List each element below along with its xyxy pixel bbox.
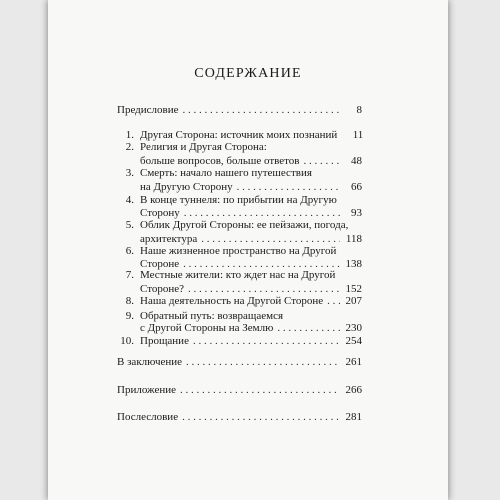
toc-entry-chapter-3-line: Смерть: начало нашего путешествия xyxy=(140,167,312,179)
toc-entry-chapter-9-line: Обратный путь: возвращаемся xyxy=(140,310,284,322)
toc-entry-chapter-5-line: Облик Другой Стороны: ее пейзажи, погода, xyxy=(140,219,349,231)
toc-entry-text: архитектура xyxy=(140,233,198,245)
toc-entry-chapter-7-line: Местные жители: кто ждет нас на Другой xyxy=(140,269,336,281)
dot-leader xyxy=(186,356,340,369)
chapter-number: 9. xyxy=(125,310,134,322)
chapter-number: 8. xyxy=(125,295,134,307)
toc-entry-chapter-2-line: Религия и Другая Сторона: xyxy=(140,141,267,153)
toc-page-number: 152 xyxy=(345,283,362,295)
dot-leader xyxy=(180,384,340,397)
dot-leader xyxy=(237,181,340,194)
toc-entry-chapter-10[interactable] xyxy=(140,335,362,348)
toc-entry-afterword[interactable] xyxy=(117,411,362,424)
toc-entry-text: Предисловие xyxy=(117,104,179,116)
toc-entry-text: Сторону xyxy=(140,207,180,219)
toc-entry-text: Стороне xyxy=(140,258,180,270)
book-page xyxy=(48,0,448,500)
toc-entry-text: Другая Сторона: источник моих познаний xyxy=(140,129,338,141)
toc-page-number: 66 xyxy=(351,181,362,193)
toc-page-number: 207 xyxy=(345,295,362,307)
toc-page-number: 261 xyxy=(345,356,362,368)
dot-leader xyxy=(327,295,340,308)
toc-entry-text: Приложение xyxy=(117,384,177,396)
toc-entry-preface[interactable] xyxy=(117,104,362,117)
toc-page-number: 230 xyxy=(345,322,362,334)
toc-page-number: 48 xyxy=(351,155,362,167)
chapter-number: 1. xyxy=(125,129,134,141)
toc-page-number: 11 xyxy=(352,129,364,141)
toc-title: СОДЕРЖАНИЕ xyxy=(194,66,302,81)
toc-page-number: 93 xyxy=(351,207,362,219)
toc-page-number: 266 xyxy=(345,384,362,396)
dot-leader xyxy=(193,335,340,348)
toc-entry-text: с Другой Стороны на Землю xyxy=(140,322,274,334)
chapter-number: 3. xyxy=(125,167,134,179)
dot-leader xyxy=(182,411,340,424)
toc-entry-text: Послесловие xyxy=(117,411,179,423)
chapter-number: 5. xyxy=(125,219,134,231)
toc-entry-text: Стороне? xyxy=(140,283,185,295)
toc-entry-text: на Другую Сторону xyxy=(140,181,233,193)
toc-entry-text: Наша деятельность на Другой Стороне xyxy=(140,295,324,307)
dot-leader xyxy=(183,104,341,117)
dot-leader xyxy=(277,322,340,335)
toc-page-number: 138 xyxy=(345,258,362,270)
chapter-number: 7. xyxy=(125,269,134,281)
toc-page-number: 8 xyxy=(356,104,362,116)
toc-entry-conclusion[interactable] xyxy=(117,356,362,369)
toc-entry-text: Прощание xyxy=(140,335,189,347)
toc-entry-chapter-6-line: Наше жизненное пространство на Другой xyxy=(140,245,337,257)
toc-entry-chapter-3[interactable] xyxy=(140,181,362,194)
toc-entry-chapter-8[interactable] xyxy=(140,295,362,308)
toc-page-number: 254 xyxy=(345,335,362,347)
toc-page-number: 281 xyxy=(345,411,362,423)
chapter-number: 2. xyxy=(125,141,134,153)
toc-entry-appendix[interactable] xyxy=(117,384,362,397)
toc-entry-chapter-4-line: В конце туннеля: по прибытии на Другую xyxy=(140,194,337,206)
toc-entry-chapter-9[interactable] xyxy=(140,322,362,335)
chapter-number: 4. xyxy=(125,194,134,206)
toc-entry-text: больше вопросов, больше ответов xyxy=(140,155,300,167)
chapter-number: 6. xyxy=(125,245,134,257)
toc-entry-text: В заключение xyxy=(117,356,183,368)
toc-page-number: 118 xyxy=(345,233,362,245)
chapter-number: 10. xyxy=(120,335,134,347)
